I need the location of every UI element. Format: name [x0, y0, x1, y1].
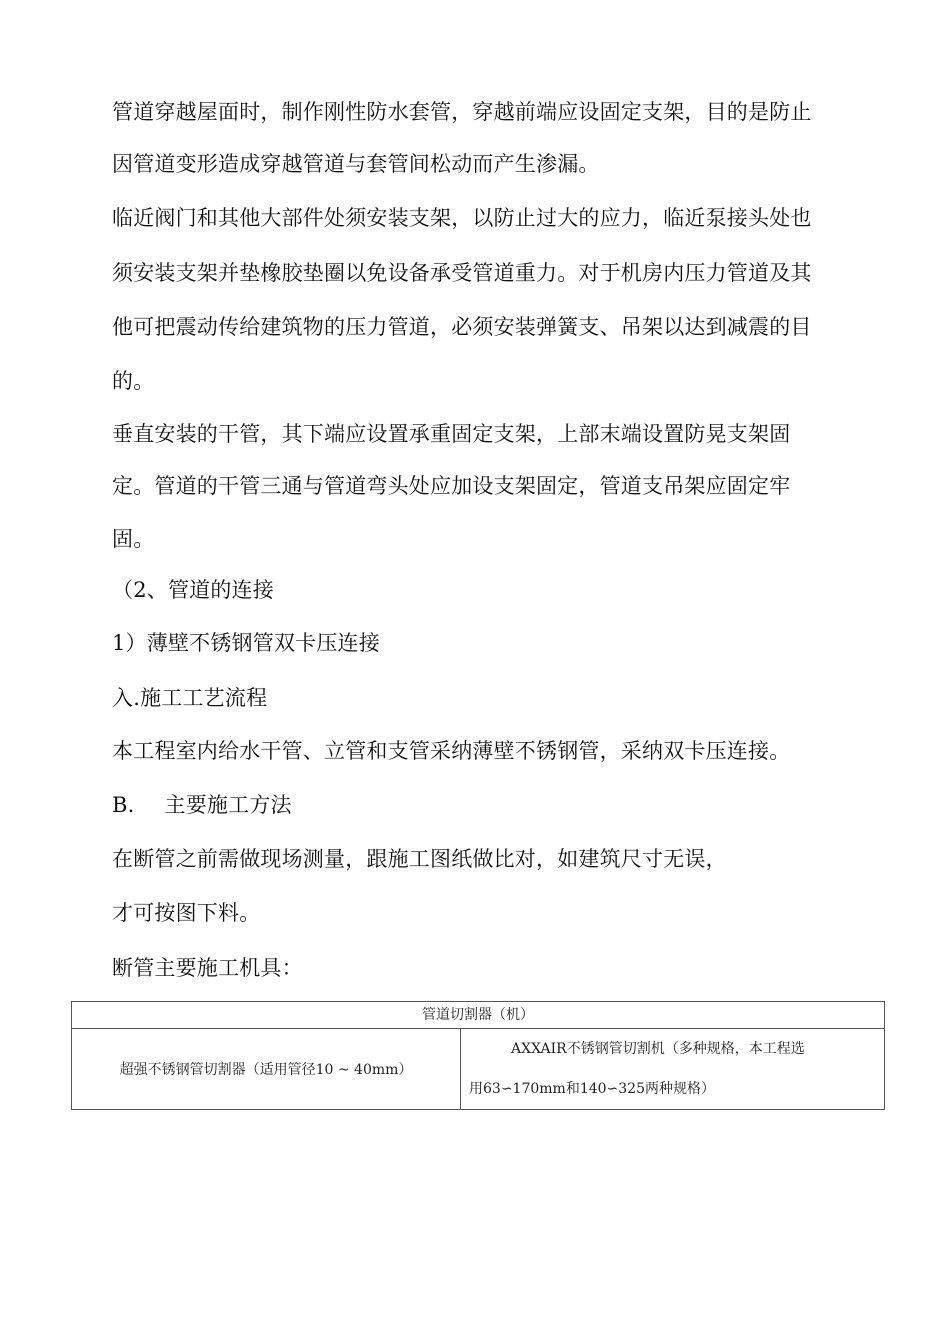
- paragraph-line: 固。: [112, 527, 155, 551]
- paragraph-line: 因管道变形造成穿越管道与套管间松动而产生渗漏。: [112, 152, 600, 176]
- paragraph-line: 须安装支架并垫橡胶垫圈以免设备承受管道重力。对于机房内压力管道及其: [112, 261, 812, 285]
- tools-table: [71, 1001, 885, 1110]
- paragraph-line: 在断管之前需做现场测量，跟施工图纸做比对，如建筑尺寸无误，: [112, 847, 727, 871]
- paragraph-line: 断管主要施工机具：: [112, 956, 303, 980]
- paragraph-line: 定。管道的干管三通与管道弯头处应加设支架固定，管道支吊架应固定牢: [112, 474, 791, 498]
- table-cell: 超强不锈钢管切割器（适用管径10 ~ 40mm）: [72, 1029, 461, 1110]
- subsection-heading: 1）薄壁不锈钢管双卡压连接: [112, 631, 380, 655]
- paragraph-line: 临近阀门和其他大部件处须安装支架，以防止过大的应力，临近泵接头处也: [112, 206, 812, 230]
- paragraph-line: 他可把震动传给建筑物的压力管道，必须安装弹簧支、吊架以达到减震的目: [112, 315, 812, 339]
- table-cell-line: 用63∽170mm和140∽325两种规格）: [469, 1081, 715, 1097]
- table-row: [72, 1029, 885, 1110]
- paragraph-line: 的。: [112, 369, 155, 393]
- paragraph-line: 才可按图下料。: [112, 901, 261, 925]
- table-header-cell: 管道切割器（机）: [72, 1002, 885, 1029]
- table-cell: [461, 1029, 885, 1110]
- table-header-row: [72, 1002, 885, 1029]
- section-heading: （2、管道的连接: [112, 578, 274, 602]
- step-heading-label: B.: [112, 793, 135, 817]
- step-heading-text: 主要施工方法: [164, 793, 292, 817]
- table-cell-line: AXXAIR不锈钢管切割机（多种规格，本工程选: [511, 1041, 805, 1057]
- step-heading: [112, 790, 862, 820]
- step-heading: 入.施工工艺流程: [112, 686, 268, 710]
- paragraph-line: 本工程室内给水干管、立管和支管采纳薄壁不锈钢管，采纳双卡压连接。: [112, 739, 791, 763]
- paragraph-line: 管道穿越屋面时，制作刚性防水套管，穿越前端应设固定支架，目的是防止: [112, 100, 812, 124]
- paragraph-line: 垂直安装的干管，其下端应设置承重固定支架，上部末端设置防晃支架固: [112, 422, 791, 446]
